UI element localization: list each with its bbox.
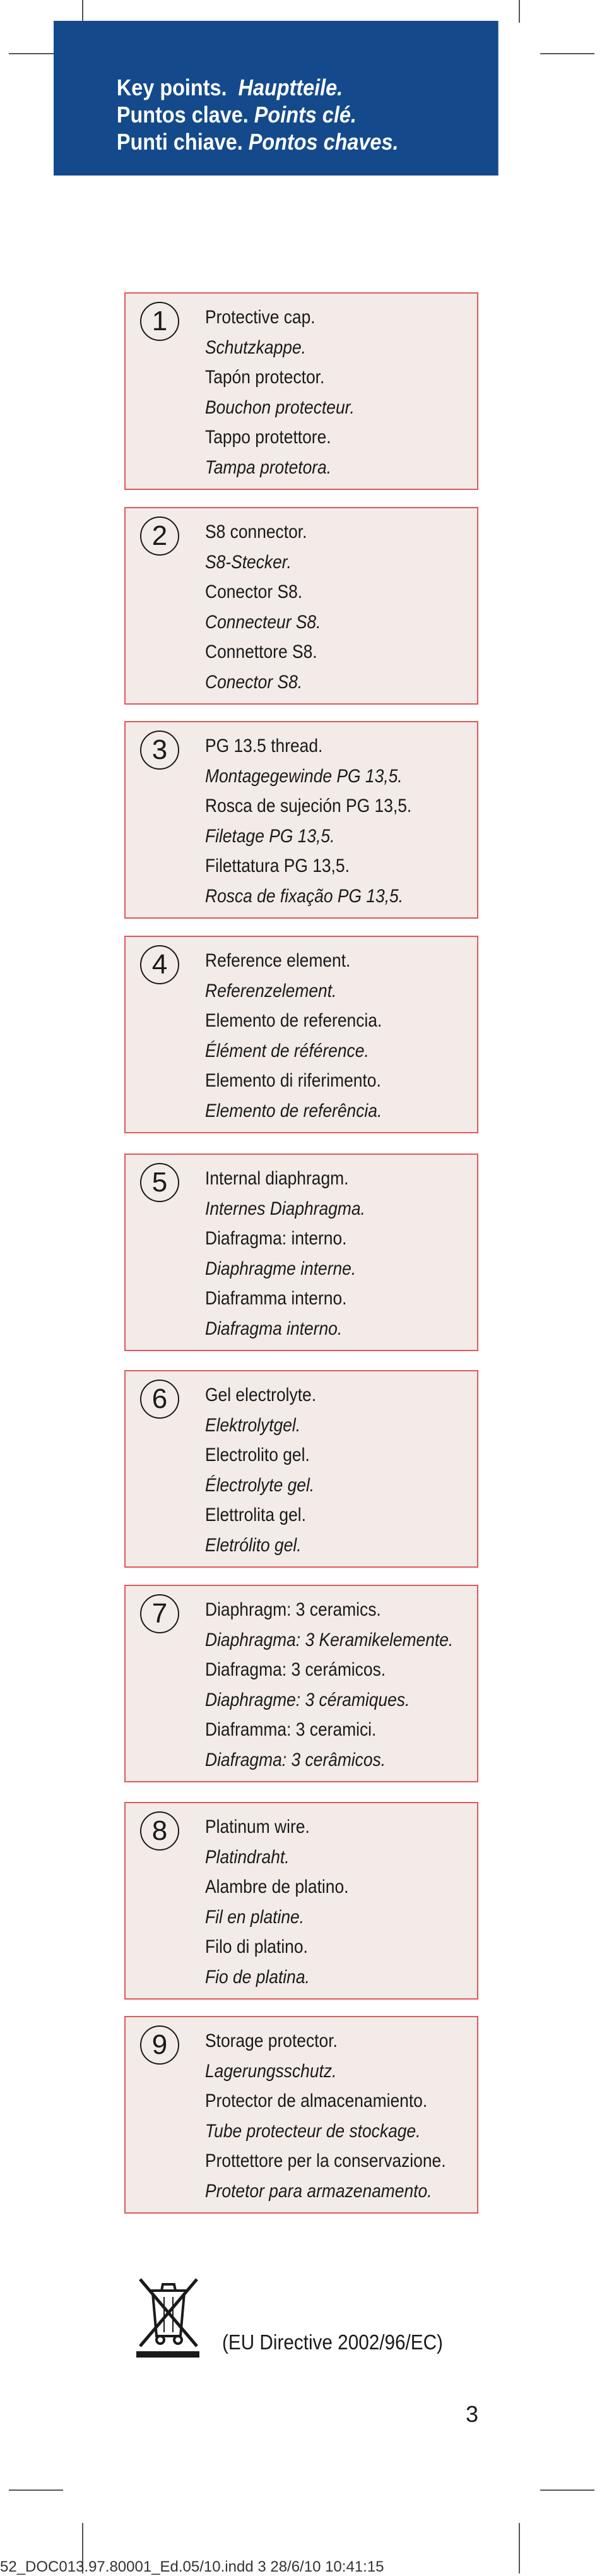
part-card	[124, 292, 478, 490]
part-label: Rosca de sujeción PG 13,5.	[205, 796, 412, 816]
part-label: Diaphragm: 3 ceramics.	[205, 1599, 381, 1620]
part-label: Filettatura PG 13,5.	[205, 856, 350, 876]
part-number-badge: 3	[140, 730, 179, 770]
part-label: Diaframma: 3 ceramici.	[205, 1719, 377, 1740]
part-labels	[205, 1595, 477, 1775]
part-labels	[205, 731, 477, 911]
part-label: Connettore S8.	[205, 641, 317, 662]
crop-mark	[540, 2490, 594, 2491]
part-label: Filetage PG 13,5.	[205, 825, 335, 847]
part-label: Diaframma interno.	[205, 1288, 347, 1309]
crop-mark	[9, 2490, 63, 2491]
part-label: Montagegewinde PG 13,5.	[205, 765, 403, 787]
part-card	[124, 2016, 478, 2214]
part-label: Élément de référence.	[205, 1040, 369, 1061]
part-number-badge: 6	[140, 1380, 179, 1419]
header-line: Key points. Hauptteile.	[116, 75, 343, 100]
part-label: Tappo protettore.	[205, 427, 331, 448]
crop-mark	[82, 0, 83, 23]
part-label: Diafragma: interno.	[205, 1228, 347, 1249]
crop-mark	[519, 0, 520, 23]
part-number-badge: 8	[140, 1811, 179, 1851]
part-number-badge: 9	[140, 2025, 179, 2065]
part-label: Eletrólito gel.	[205, 1534, 302, 1556]
part-labels	[205, 2026, 477, 2206]
part-label: Alambre de platino.	[205, 1876, 349, 1897]
part-label: Électrolyte gel.	[205, 1474, 315, 1496]
part-labels	[205, 302, 477, 482]
part-number-badge: 7	[140, 1594, 179, 1633]
part-labels	[205, 946, 477, 1126]
crop-mark	[540, 53, 594, 54]
part-label: Protetor para armazenamento.	[205, 2180, 432, 2202]
part-label: Conector S8.	[205, 671, 303, 693]
weee-bin-icon	[131, 2273, 204, 2361]
part-number-badge: 2	[140, 516, 179, 556]
part-label: Diaphragme: 3 céramiques.	[205, 1689, 410, 1710]
part-labels	[205, 1164, 477, 1344]
part-label: Internes Diaphragma.	[205, 1198, 365, 1219]
part-labels	[205, 517, 477, 697]
part-label: Elemento de referência.	[205, 1100, 382, 1121]
part-label: S8 connector.	[205, 522, 307, 542]
part-label: Fio de platina.	[205, 1966, 310, 1988]
part-label: Platindraht.	[205, 1846, 290, 1868]
part-label: Connecteur S8.	[205, 611, 321, 633]
part-label: Prottettore per la conservazione.	[205, 2150, 446, 2171]
part-label: Gel electrolyte.	[205, 1385, 317, 1405]
part-label: Schutzkappe.	[205, 337, 306, 358]
part-card	[124, 1585, 478, 1782]
part-label: Diaphragme interne.	[205, 1258, 357, 1279]
part-label: Elektrolytgel.	[205, 1414, 301, 1436]
part-label: Lagerungsschutz.	[205, 2060, 337, 2082]
part-label: Elemento di riferimento.	[205, 1070, 381, 1091]
part-label: Tapón protector.	[205, 367, 325, 388]
part-label: Filo di platino.	[205, 1936, 308, 1957]
part-card	[124, 936, 478, 1133]
part-label: Electrolito gel.	[205, 1445, 310, 1465]
part-number-badge: 5	[140, 1163, 179, 1202]
part-label: Storage protector.	[205, 2030, 338, 2051]
part-labels	[205, 1812, 477, 1992]
part-label: Internal diaphragm.	[205, 1168, 349, 1189]
part-label: Bouchon protecteur.	[205, 397, 355, 418]
header-line: Punti chiave. Pontos chaves.	[116, 129, 399, 155]
part-label: Diaphragma: 3 Keramikelemente.	[205, 1629, 454, 1650]
part-label: Diafragma: 3 cerámicos.	[205, 1659, 386, 1680]
print-slug: 52_DOC013.97.80001_Ed.05/10.indd 3 28/6/10 10:41:15	[0, 2558, 384, 2575]
page-number: 3	[466, 2401, 479, 2427]
part-label: Tampa protetora.	[205, 456, 332, 478]
part-label: Elemento de referencia.	[205, 1010, 382, 1031]
part-label: Conector S8.	[205, 581, 303, 602]
eu-directive-text: (EU Directive 2002/96/EC)	[222, 2330, 443, 2354]
part-label: Fil en platine.	[205, 1906, 305, 1928]
part-card	[124, 507, 478, 705]
header-line: Puntos clave. Points clé.	[116, 102, 357, 128]
part-label: Referenzelement.	[205, 980, 337, 1001]
part-label: Diafragma: 3 cerâmicos.	[205, 1749, 386, 1770]
part-label: Diafragma interno.	[205, 1318, 343, 1339]
part-label: Rosca de fixação PG 13,5.	[205, 885, 404, 907]
part-card	[124, 1154, 478, 1351]
part-number-badge: 1	[140, 302, 179, 341]
part-label: Elettrolita gel.	[205, 1505, 306, 1525]
part-card	[124, 1370, 478, 1568]
part-label: Tube protecteur de stockage.	[205, 2120, 421, 2142]
part-label: Reference element.	[205, 950, 351, 971]
part-label: Protective cap.	[205, 307, 316, 328]
part-card	[124, 721, 478, 919]
part-label: Platinum wire.	[205, 1816, 310, 1837]
part-labels	[205, 1380, 477, 1560]
part-number-badge: 4	[140, 945, 179, 984]
key-points-header	[54, 21, 499, 176]
crop-mark	[519, 2523, 520, 2573]
part-card	[124, 1802, 478, 2000]
part-label: Protector de almacenamiento.	[205, 2090, 428, 2111]
part-label: PG 13.5 thread.	[205, 736, 323, 756]
part-label: S8-Stecker.	[205, 551, 292, 573]
